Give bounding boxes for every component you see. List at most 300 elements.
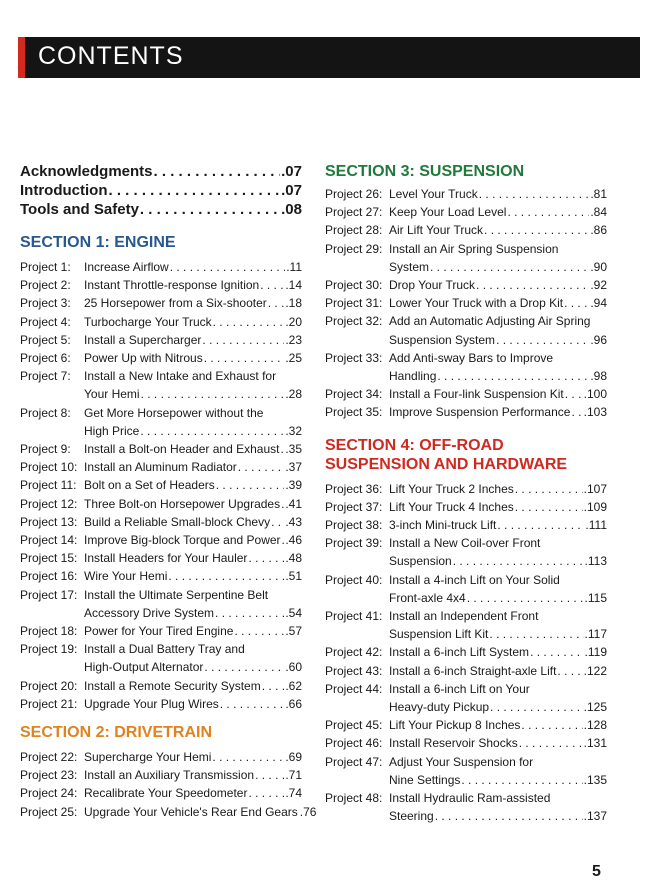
project-title-line — [84, 784, 302, 802]
toc-entry — [325, 534, 607, 570]
toc-entry — [20, 567, 302, 585]
dot-leader — [476, 276, 589, 294]
project-title — [389, 349, 607, 385]
project-title-line — [84, 385, 302, 403]
entry-title: Acknowledgments — [20, 163, 153, 180]
dot-leader — [461, 771, 582, 789]
toc-entry — [20, 294, 302, 312]
dot-leader — [557, 662, 582, 680]
toc-entry — [325, 403, 607, 421]
project-label: Project 44: — [325, 681, 383, 696]
dot-leader — [453, 552, 584, 570]
toc-entry — [325, 349, 607, 385]
toc-entry — [20, 349, 302, 367]
project-title-line — [84, 294, 302, 312]
project-page: .117 — [584, 627, 607, 642]
toc-entry — [325, 240, 607, 276]
dot-leader — [564, 294, 589, 312]
project-label: Project 41: — [325, 609, 383, 624]
project-title-text: Get More Horsepower without the — [84, 405, 264, 420]
toc-entry — [325, 294, 607, 312]
project-title-line — [389, 625, 607, 643]
project-page: .100 — [583, 387, 607, 402]
project-label: Project 22: — [20, 750, 78, 765]
project-page: .131 — [583, 736, 607, 751]
entry-page: .07 — [281, 182, 302, 199]
toc-entry — [20, 404, 302, 440]
toc-entry — [20, 549, 302, 567]
project-label: Project 33: — [325, 350, 383, 365]
dot-leader — [238, 458, 285, 476]
project-title-text: Install an Air Spring Suspension — [389, 241, 559, 256]
project-label: Project 20: — [20, 678, 78, 693]
toc-entry — [325, 185, 607, 203]
dot-leader — [140, 200, 280, 219]
project-title-line — [389, 498, 607, 516]
project-label: Project 24: — [20, 786, 78, 801]
project-title-text: High-Output Alternator — [84, 660, 204, 675]
project-title-line — [389, 258, 607, 276]
entry-title: Introduction — [20, 182, 108, 199]
project-label: Project 40: — [325, 572, 383, 587]
project-title-text: Suspension Lift Kit — [389, 627, 489, 642]
project-title-line — [84, 803, 317, 821]
project-title-text: 3-inch Mini-truck Lift — [389, 518, 497, 533]
project-title-text: Nine Settings — [389, 772, 461, 787]
project-title — [84, 803, 317, 821]
dot-leader — [515, 498, 583, 516]
project-title-text: Install a Supercharger — [84, 332, 202, 347]
project-title — [84, 549, 302, 567]
toc-entry — [20, 766, 302, 784]
dot-leader — [479, 185, 590, 203]
project-page: .92 — [590, 278, 607, 293]
project-title-text: High Price — [84, 423, 140, 438]
project-title-line — [389, 716, 607, 734]
dot-leader — [271, 513, 284, 531]
project-title-line — [84, 695, 302, 713]
toc-entry — [20, 258, 302, 276]
project-title — [84, 531, 302, 549]
project-title — [389, 240, 607, 276]
project-label: Project 34: — [325, 387, 383, 402]
project-page: .74 — [285, 786, 302, 801]
section-heading — [20, 233, 302, 252]
project-title-line — [84, 658, 302, 676]
entry-title: Tools and Safety — [20, 201, 139, 218]
project-title-line — [389, 589, 607, 607]
front-matter-entry — [20, 181, 302, 200]
project-page: .69 — [285, 750, 302, 765]
project-page: .41 — [285, 496, 302, 511]
project-label: Project 43: — [325, 663, 383, 678]
project-title — [389, 607, 607, 643]
project-title-text: System — [389, 259, 430, 274]
project-label: Project 42: — [325, 645, 383, 660]
banner-accent-stripe — [18, 37, 25, 78]
project-title — [84, 677, 302, 695]
project-label: Project 25: — [20, 804, 78, 819]
project-title-text: Suspension — [389, 554, 452, 569]
project-label: Project 7: — [20, 369, 71, 384]
project-title-text: Bolt on a Set of Headers — [84, 478, 215, 493]
project-title-text: Air Lift Your Truck — [389, 223, 484, 238]
project-title-text: Install a Four-link Suspension Kit — [389, 387, 564, 402]
project-title-line — [84, 495, 302, 513]
toc-entry — [20, 695, 302, 713]
dot-leader — [220, 695, 285, 713]
project-page: .25 — [285, 351, 302, 366]
project-label: Project 16: — [20, 569, 78, 584]
project-title-line — [389, 203, 607, 221]
project-title — [84, 495, 302, 513]
project-title-line — [84, 604, 302, 622]
dot-leader — [154, 162, 281, 181]
toc-entry — [20, 458, 302, 476]
project-label: Project 38: — [325, 518, 383, 533]
project-title-line — [389, 607, 607, 625]
project-label: Project 39: — [325, 536, 383, 551]
dot-leader — [141, 385, 285, 403]
project-label: Project 6: — [20, 351, 71, 366]
dot-leader — [507, 203, 589, 221]
project-title-text: Install a 6-inch Straight-axle Lift — [389, 663, 557, 678]
project-title-text: Install Reservoir Shocks — [389, 736, 518, 751]
project-label: Project 37: — [325, 499, 383, 514]
front-matter-entry — [20, 162, 302, 181]
project-label: Project 4: — [20, 314, 71, 329]
project-title — [84, 404, 302, 440]
project-title-text: Install a 6-inch Lift on Your — [389, 681, 530, 696]
project-page: .20 — [285, 314, 302, 329]
project-page: .11 — [286, 260, 302, 274]
project-title-line — [84, 640, 302, 658]
dot-leader — [565, 385, 583, 403]
dot-leader — [515, 480, 583, 498]
project-page: .98 — [590, 369, 607, 384]
project-title-text: Install a Dual Battery Tray and — [84, 642, 245, 657]
toc-entry — [325, 516, 607, 534]
dot-leader — [497, 516, 584, 534]
project-title-line — [389, 734, 607, 752]
project-title-text: Add an Automatic Adjusting Air Spring — [389, 314, 591, 329]
project-title — [84, 784, 302, 802]
dot-leader — [170, 258, 286, 276]
toc-entry — [325, 716, 607, 734]
section-heading-line: SECTION 2: DRIVETRAIN — [20, 724, 213, 742]
project-label: Project 45: — [325, 718, 383, 733]
dot-leader — [248, 549, 284, 567]
toc-entry — [325, 734, 607, 752]
project-title — [84, 294, 302, 312]
section-engine — [20, 233, 302, 713]
dot-leader — [108, 181, 280, 200]
section-off-road — [325, 436, 607, 826]
toc-entry — [325, 789, 607, 825]
project-page: .122 — [583, 663, 607, 678]
toc-entry — [325, 221, 607, 239]
project-title-line — [84, 677, 302, 695]
project-title-text: Level Your Truck — [389, 187, 478, 201]
section-heading-line: SECTION 4: OFF-ROAD — [325, 436, 504, 454]
project-title-text: Install an Auxiliary Transmission — [84, 768, 255, 783]
project-title-text: Improve Big-block Torque and Power — [84, 533, 281, 548]
project-page: .46 — [285, 533, 302, 548]
project-title-text: Three Bolt-on Horsepower Upgrades — [84, 496, 281, 511]
project-page: .103 — [583, 405, 607, 420]
project-page: .60 — [285, 660, 302, 675]
project-title-text: Increase Airflow — [84, 260, 169, 274]
project-title-line — [84, 276, 302, 294]
project-label: Project 15: — [20, 551, 78, 566]
project-title — [389, 480, 607, 498]
project-title-text: Recalibrate Your Speedometer — [84, 786, 248, 801]
section-heading-line: SECTION 3: SUSPENSION — [325, 163, 525, 180]
project-page: .51 — [285, 569, 302, 584]
project-title — [389, 734, 607, 752]
project-title-text: Supercharge Your Hemi — [84, 750, 212, 765]
project-title-text: Lift Your Truck 2 Inches — [389, 481, 514, 496]
project-title — [389, 185, 607, 203]
project-title-text: Your Hemi — [84, 387, 140, 402]
dot-leader — [215, 604, 284, 622]
project-page: .57 — [285, 624, 302, 639]
project-title-text: Keep Your Load Level — [389, 205, 507, 220]
dot-leader — [248, 784, 284, 802]
toc-entry — [20, 784, 302, 802]
dot-leader — [571, 403, 582, 421]
project-page: .109 — [583, 499, 607, 514]
section-heading-line: SUSPENSION AND HARDWARE — [325, 455, 568, 473]
page-title: CONTENTS — [38, 42, 184, 70]
section-suspension — [325, 162, 607, 422]
section-heading — [325, 162, 607, 181]
project-title — [389, 221, 607, 239]
project-label: Project 9: — [20, 442, 71, 457]
toc-entry — [325, 498, 607, 516]
project-title-text: Install a Remote Security System — [84, 678, 261, 693]
project-page: .96 — [590, 332, 607, 347]
project-title-text: Accessory Drive System — [84, 605, 215, 620]
project-title-line — [84, 440, 302, 458]
project-title-text: Turbocharge Your Truck — [84, 314, 212, 329]
project-title-line — [84, 349, 302, 367]
project-page: .32 — [285, 423, 302, 438]
toc-entry — [20, 440, 302, 458]
project-title-line — [389, 516, 607, 534]
project-title-line — [84, 567, 302, 585]
project-title — [389, 789, 607, 825]
project-page: .135 — [583, 772, 607, 787]
project-title — [84, 586, 302, 622]
project-title-text: Install an Independent Front — [389, 609, 539, 624]
project-label: Project 47: — [325, 754, 383, 769]
dot-leader — [140, 422, 284, 440]
dot-leader — [519, 734, 583, 752]
project-label: Project 48: — [325, 791, 383, 806]
dot-leader — [530, 643, 583, 661]
toc-entry — [20, 313, 302, 331]
toc-right-column — [325, 162, 607, 826]
project-title-line — [389, 385, 607, 403]
project-title — [84, 766, 302, 784]
toc-entry — [20, 367, 302, 403]
project-title — [389, 203, 607, 221]
project-page: .128 — [583, 718, 607, 733]
project-title-line — [84, 549, 302, 567]
project-title — [84, 748, 302, 766]
project-label: Project 26: — [325, 187, 383, 201]
project-label: Project 18: — [20, 624, 78, 639]
project-label: Project 21: — [20, 696, 78, 711]
dot-leader — [281, 495, 284, 513]
project-title-line — [84, 748, 302, 766]
project-page: .113 — [584, 554, 607, 569]
dot-leader — [234, 622, 284, 640]
toc-entry — [325, 571, 607, 607]
project-label: Project 5: — [20, 332, 71, 347]
project-label: Project 11: — [20, 478, 77, 493]
dot-leader — [202, 331, 284, 349]
toc-entry — [325, 662, 607, 680]
project-title-text: Install a New Coil-over Front — [389, 536, 541, 551]
project-title-line — [84, 531, 302, 549]
toc-entry — [325, 276, 607, 294]
project-title — [389, 498, 607, 516]
project-label: Project 27: — [325, 205, 383, 220]
project-title-line — [84, 513, 302, 531]
dot-leader — [216, 476, 285, 494]
project-title-line — [389, 276, 607, 294]
project-title — [84, 513, 302, 531]
project-label: Project 35: — [325, 405, 383, 420]
project-title-line — [389, 698, 607, 716]
project-title-line — [84, 422, 302, 440]
project-title-line — [389, 221, 607, 239]
dot-leader — [268, 294, 285, 312]
project-label: Project 28: — [325, 223, 383, 238]
project-title-text: Upgrade Your Plug Wires — [84, 696, 219, 711]
project-title-line — [389, 480, 607, 498]
project-page: .125 — [583, 700, 607, 715]
dot-leader — [435, 807, 583, 825]
project-page: .86 — [590, 223, 607, 238]
project-title-text: Install the Ultimate Serpentine Belt — [84, 587, 269, 602]
project-page: .115 — [584, 590, 607, 605]
toc-entry — [20, 803, 317, 821]
page-number: 5 — [592, 863, 601, 880]
entry-page: .08 — [281, 201, 302, 218]
project-title-text: Lower Your Truck with a Drop Kit — [389, 296, 564, 311]
dot-leader — [262, 677, 285, 695]
dot-leader — [467, 589, 584, 607]
toc-entry — [20, 748, 302, 766]
dot-leader — [489, 625, 583, 643]
project-page: .94 — [590, 296, 607, 311]
project-page: .43 — [285, 514, 302, 529]
project-title-text: Lift Your Truck 4 Inches — [389, 499, 514, 514]
toc-entry — [325, 203, 607, 221]
project-title — [389, 516, 607, 534]
dot-leader — [280, 440, 284, 458]
dot-leader — [168, 567, 284, 585]
project-title-line — [389, 571, 607, 589]
project-title — [84, 440, 302, 458]
project-page: .28 — [285, 387, 302, 402]
project-title — [389, 753, 607, 789]
project-title-line — [389, 771, 607, 789]
toc-entry — [325, 480, 607, 498]
project-title — [389, 312, 607, 348]
project-page: .111 — [585, 518, 607, 533]
project-title-text: Front-axle 4x4 — [389, 590, 466, 605]
project-title-line — [84, 476, 302, 494]
project-title-line — [84, 622, 302, 640]
section-heading — [20, 723, 302, 742]
project-page: .76 — [299, 804, 317, 819]
project-title-line — [84, 313, 302, 331]
project-label: Project 13: — [20, 514, 78, 529]
project-title-line — [389, 331, 607, 349]
project-title-line — [389, 294, 607, 312]
entry-page: .07 — [281, 163, 302, 180]
project-title-line — [389, 662, 607, 680]
project-title — [389, 534, 607, 570]
project-title-text: Drop Your Truck — [389, 278, 476, 293]
toc-entry — [325, 680, 607, 716]
project-title — [389, 294, 607, 312]
project-title-text: Steering — [389, 809, 434, 824]
project-title-text: Build a Reliable Small-block Chevy — [84, 514, 271, 529]
project-title-text: Power for Your Tired Engine — [84, 624, 234, 639]
project-title — [84, 476, 302, 494]
toc-entry — [20, 331, 302, 349]
toc-entry — [325, 385, 607, 403]
project-label: Project 31: — [325, 296, 383, 311]
toc-left-column — [20, 162, 317, 821]
toc-entry — [20, 640, 302, 676]
project-title-line — [84, 258, 302, 276]
project-title — [84, 367, 302, 403]
project-title — [84, 622, 302, 640]
project-label: Project 19: — [20, 642, 78, 657]
project-title-line — [389, 349, 607, 367]
project-label: Project 36: — [325, 481, 383, 496]
project-title-line — [389, 753, 607, 771]
project-title-line — [389, 185, 607, 203]
project-label: Project 10: — [20, 460, 78, 475]
project-page: .35 — [285, 442, 302, 457]
project-title-text: Install a New Intake and Exhaust for — [84, 369, 277, 384]
toc-entry — [325, 753, 607, 789]
toc-entry — [20, 276, 302, 294]
project-page: .62 — [285, 678, 302, 693]
project-title-text: Improve Suspension Performance — [389, 405, 571, 420]
dot-leader — [213, 313, 285, 331]
project-page: .14 — [285, 278, 302, 293]
project-label: Project 1: — [20, 260, 71, 274]
project-title-text: Wire Your Hemi — [84, 569, 168, 584]
project-page: .107 — [583, 481, 607, 496]
project-title-line — [389, 789, 607, 807]
front-matter-entry — [20, 200, 302, 219]
project-title-line — [84, 331, 302, 349]
project-page: .18 — [285, 296, 302, 311]
project-page: .90 — [590, 259, 607, 274]
project-title-line — [84, 766, 302, 784]
project-page: .37 — [285, 460, 302, 475]
project-title-text: Suspension System — [389, 332, 496, 347]
